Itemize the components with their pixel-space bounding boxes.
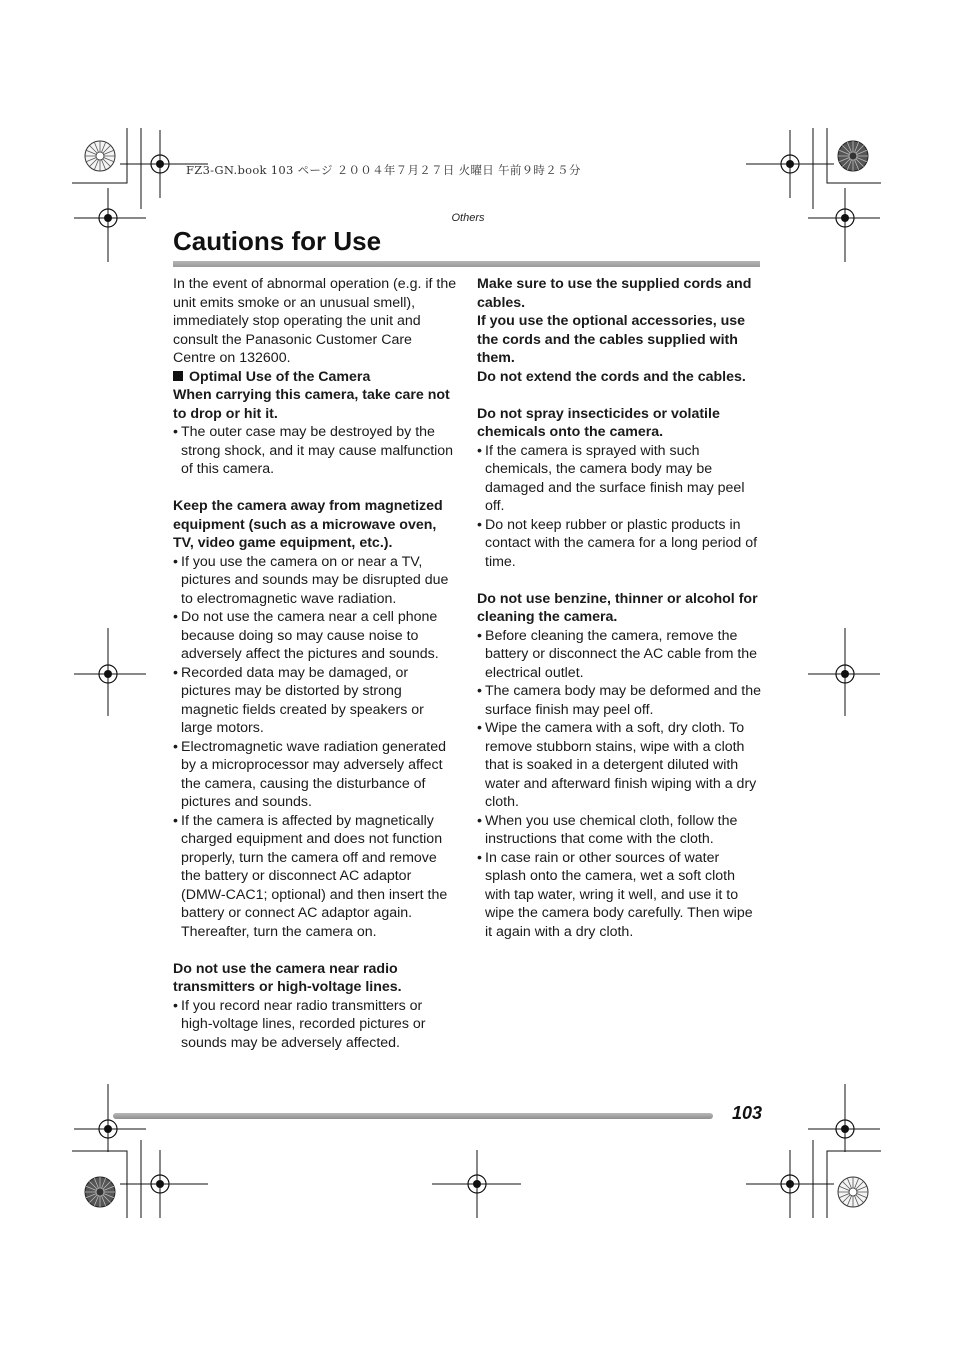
section-carrying <box>173 386 457 479</box>
list-item: • Wipe the camera with a soft, dry cloth. To remove stubborn stains, wipe with a cloth that is soaked in a detergent diluted with water and afterward finish wiping with a dry cloth. <box>477 719 762 812</box>
section-heading: Keep the camera away from magnetized equipment (such as a microwave oven, TV, video game equipment, etc.). <box>173 498 443 551</box>
bullet-list <box>173 997 457 1053</box>
bullet-list <box>173 423 457 479</box>
subheading <box>173 368 457 387</box>
square-bullet-icon <box>173 371 183 381</box>
list-item: • Do not use the camera near a cell phone because doing so may cause noise to adversely affect the pictures and sounds. <box>173 608 457 664</box>
footer-bar <box>113 1113 713 1119</box>
page-number: 103 <box>731 1103 762 1123</box>
section-heading: Make sure to use the supplied cords and cables. <box>477 276 752 311</box>
list-item: • The outer case may be destroyed by the strong shock, and it may cause malfunction of this camera. <box>173 423 457 479</box>
section-heading: When carrying this camera, take care not to drop or hit it. <box>173 387 450 422</box>
right-column <box>477 275 762 941</box>
list-item: • Do not keep rubber or plastic products in contact with the camera for a long period of time. <box>477 516 762 572</box>
section-heading: Do not extend the cords and the cables. <box>477 368 746 385</box>
list-item: • Before cleaning the camera, remove the battery or disconnect the AC cable from the electrical outlet. <box>477 627 762 683</box>
bullet-list <box>173 553 457 942</box>
section-cords <box>477 275 762 386</box>
page-title: Cautions for Use <box>173 226 382 256</box>
section-heading: If you use the optional accessories, use the cords and the cables supplied with them. <box>477 313 746 366</box>
list-item: • The camera body may be deformed and the surface finish may peel off. <box>477 682 762 719</box>
section-heading: Do not use the camera near radio transmitters or high-voltage lines. <box>173 960 402 995</box>
list-item: • Recorded data may be damaged, or pictures may be distorted by strong magnetic fields created by speakers or large motors. <box>173 664 457 738</box>
list-item: • If the camera is affected by magnetically charged equipment and does not function properly, turn the camera off and remove the battery or disconnect AC adaptor (DMW-CAC1; optional) and then insert the battery or connect AC adaptor again. Thereafter, turn the camera on. <box>173 812 457 942</box>
section-radio <box>173 960 457 1053</box>
bullet-list <box>477 442 762 572</box>
section-heading: Do not use benzine, thinner or alcohol for cleaning the camera. <box>477 590 758 625</box>
intro-paragraph: In the event of abnormal operation (e.g. if the unit emits smoke or an unusual smell), immediately stop operating the unit and consult the Panasonic Customer Care Centre on 132600. <box>173 276 457 366</box>
section-insecticides <box>477 405 762 572</box>
list-item: • In case rain or other sources of water splash onto the camera, wet a soft cloth with tap water, wring it well, and use it to wipe the camera body carefully. Then wipe it again with a dry cloth. <box>477 849 762 942</box>
list-item: • When you use chemical cloth, follow the instructions that come with the cloth. <box>477 812 762 849</box>
section-heading: Do not spray insecticides or volatile chemicals onto the camera. <box>477 405 720 440</box>
title-underline-bar <box>173 261 760 267</box>
section-cleaning <box>477 590 762 942</box>
print-header-line: FZ3-GN.book 103 ページ ２００４年７月２７日 火曜日 午前９時２５分 <box>186 163 581 177</box>
section-magnetized <box>173 497 457 941</box>
list-item: • If the camera is sprayed with such chemicals, the camera body may be damaged and the surface finish may peel off. <box>477 442 762 516</box>
bullet-list <box>477 627 762 942</box>
list-item: • If you use the camera on or near a TV, pictures and sounds may be disrupted due to electromagnetic wave radiation. <box>173 553 457 609</box>
subheading-text: Optimal Use of the Camera <box>189 368 371 385</box>
section-label: Others <box>451 212 485 224</box>
list-item: • Electromagnetic wave radiation generated by a microprocessor may adversely affect the camera, causing the disturbance of pictures and sounds. <box>173 738 457 812</box>
left-column <box>173 275 457 1052</box>
list-item: • If you record near radio transmitters or high-voltage lines, recorded pictures or sounds may be adversely affected. <box>173 997 457 1053</box>
